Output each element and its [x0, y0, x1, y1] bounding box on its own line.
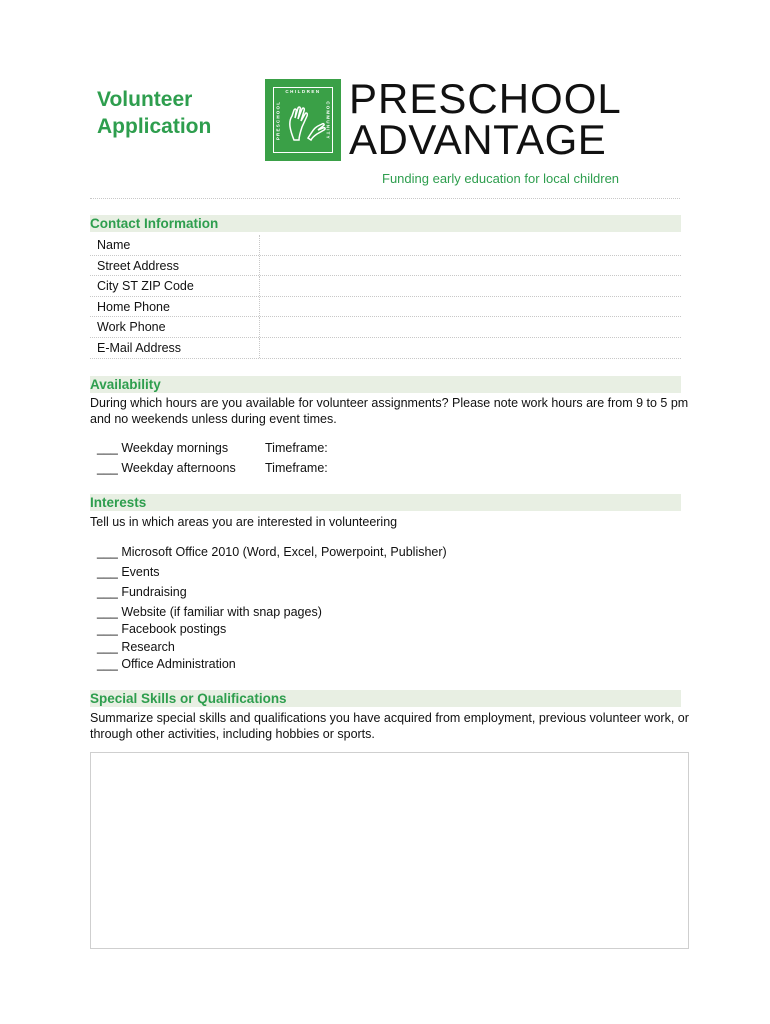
logo	[265, 79, 341, 161]
interest-microsoft-office[interactable]: ___ Microsoft Office 2010 (Word, Excel, Powerpoint, Publisher)	[97, 545, 447, 559]
name-label: Name	[97, 238, 131, 252]
contact-row-street	[90, 256, 681, 277]
interests-section-header: Interests	[90, 494, 681, 511]
weekday-mornings-option[interactable]: ___ Weekday mornings	[97, 441, 229, 455]
skills-text-area[interactable]	[90, 752, 689, 949]
title-line-1: Volunteer	[97, 88, 193, 111]
skills-section-header: Special Skills or Qualifications	[90, 690, 681, 707]
street-address-label: Street Address	[97, 258, 179, 273]
street-address-field[interactable]	[259, 256, 681, 276]
title-line-2: Application	[97, 115, 212, 138]
home-phone-label: Home Phone	[97, 299, 170, 314]
name-field[interactable]	[259, 235, 681, 255]
contact-row-name	[90, 235, 681, 256]
email-field[interactable]	[259, 338, 681, 358]
weekday-mornings-timeframe[interactable]: Timeframe:	[265, 441, 328, 455]
logo-frame	[273, 87, 333, 153]
availability-description: During which hours are you available for volunteer assignments? Please note work hours are from 9 to 5 pm and no weekends unless during event times.	[90, 396, 689, 426]
logo-text-top: CHILDREN	[285, 89, 321, 94]
interest-events[interactable]: ___ Events	[97, 565, 160, 579]
home-phone-field[interactable]	[259, 297, 681, 317]
weekday-afternoons-option[interactable]: ___ Weekday afternoons	[97, 461, 236, 475]
contact-section-header: Contact Information	[90, 215, 681, 232]
contact-table	[90, 235, 681, 359]
work-phone-label: Work Phone	[97, 320, 166, 335]
contact-row-city	[90, 276, 681, 297]
brand-name-line-2: ADVANTAGE	[349, 116, 607, 163]
contact-row-email	[90, 338, 681, 359]
interest-website[interactable]: ___ Website (if familiar with snap pages)	[97, 605, 322, 619]
work-phone-field[interactable]	[259, 317, 681, 337]
page-title	[97, 86, 211, 140]
interests-description: Tell us in which areas you are interested in volunteering	[90, 515, 398, 529]
skills-description: Summarize special skills and qualifications you have acquired from employment, previous volunteer work, or through other activities, including hobbies or sports.	[90, 711, 689, 741]
brand-name-line-1: PRESCHOOL	[349, 75, 622, 122]
divider	[90, 198, 680, 199]
logo-text-right: COMMUNITY	[325, 101, 331, 140]
city-st-zip-label: City ST ZIP Code	[97, 279, 194, 294]
interest-fundraising[interactable]: ___ Fundraising	[97, 585, 187, 599]
availability-section-header: Availability	[90, 376, 681, 393]
contact-row-work-phone	[90, 317, 681, 338]
email-label: E-Mail Address	[97, 340, 182, 355]
interest-facebook[interactable]: ___ Facebook postings	[97, 622, 227, 636]
weekday-afternoons-timeframe[interactable]: Timeframe:	[265, 461, 328, 475]
contact-row-home-phone	[90, 297, 681, 318]
brand-tagline: Funding early education for local children	[382, 171, 620, 186]
interest-research[interactable]: ___ Research	[97, 640, 175, 654]
hands-icon	[284, 100, 326, 146]
city-st-zip-field[interactable]	[259, 276, 681, 296]
logo-text-left: PRESCHOOL	[275, 100, 281, 141]
interest-office-administration[interactable]: ___ Office Administration	[97, 657, 236, 671]
